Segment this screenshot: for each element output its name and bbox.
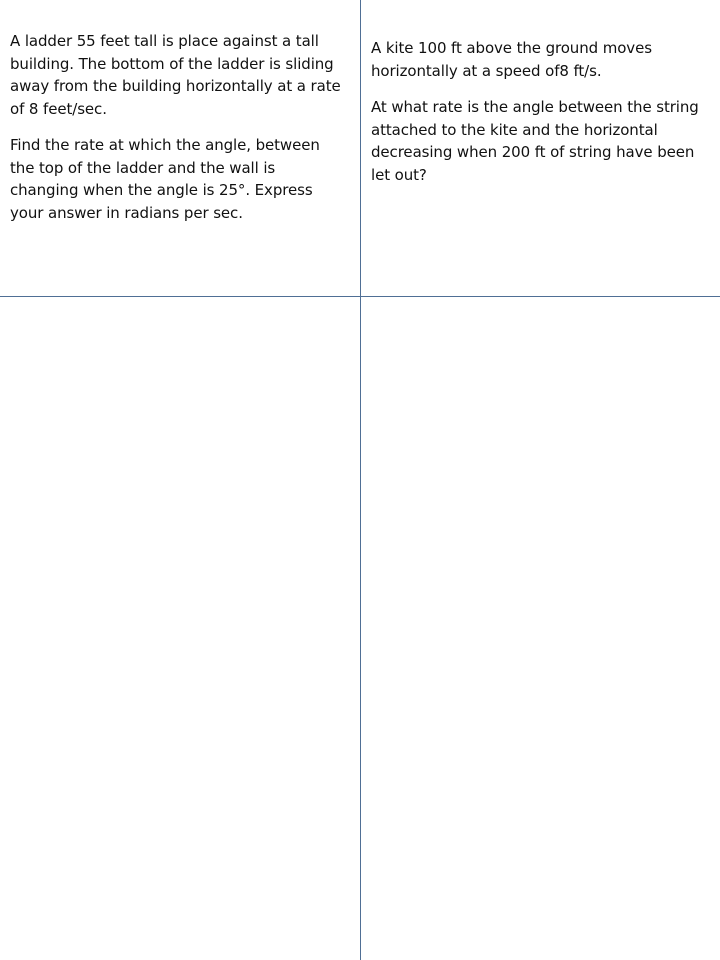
kite-problem-setup: A kite 100 ft above the ground moves horizontally at a speed of8 ft/s. [371,39,652,80]
ladder-problem-setup: A ladder 55 feet tall is place against a tall building. The bottom of the ladder is sliding away from the building horizontally at a rate of 8 feet/sec. [10,32,341,118]
work-area-bottom-right [361,297,720,960]
ladder-problem-question: Find the rate at which the angle, between the top of the ladder and the wall is changing when the angle is 25°. Express your answer in radians per sec. [10,136,320,222]
kite-problem-question: At what rate is the angle between the string attached to the kite and the horizontal decreasing when 200 ft of string have been let out? [371,98,699,184]
ladder-problem [10,30,348,224]
kite-problem [371,37,711,186]
work-area-bottom-left [0,297,360,960]
